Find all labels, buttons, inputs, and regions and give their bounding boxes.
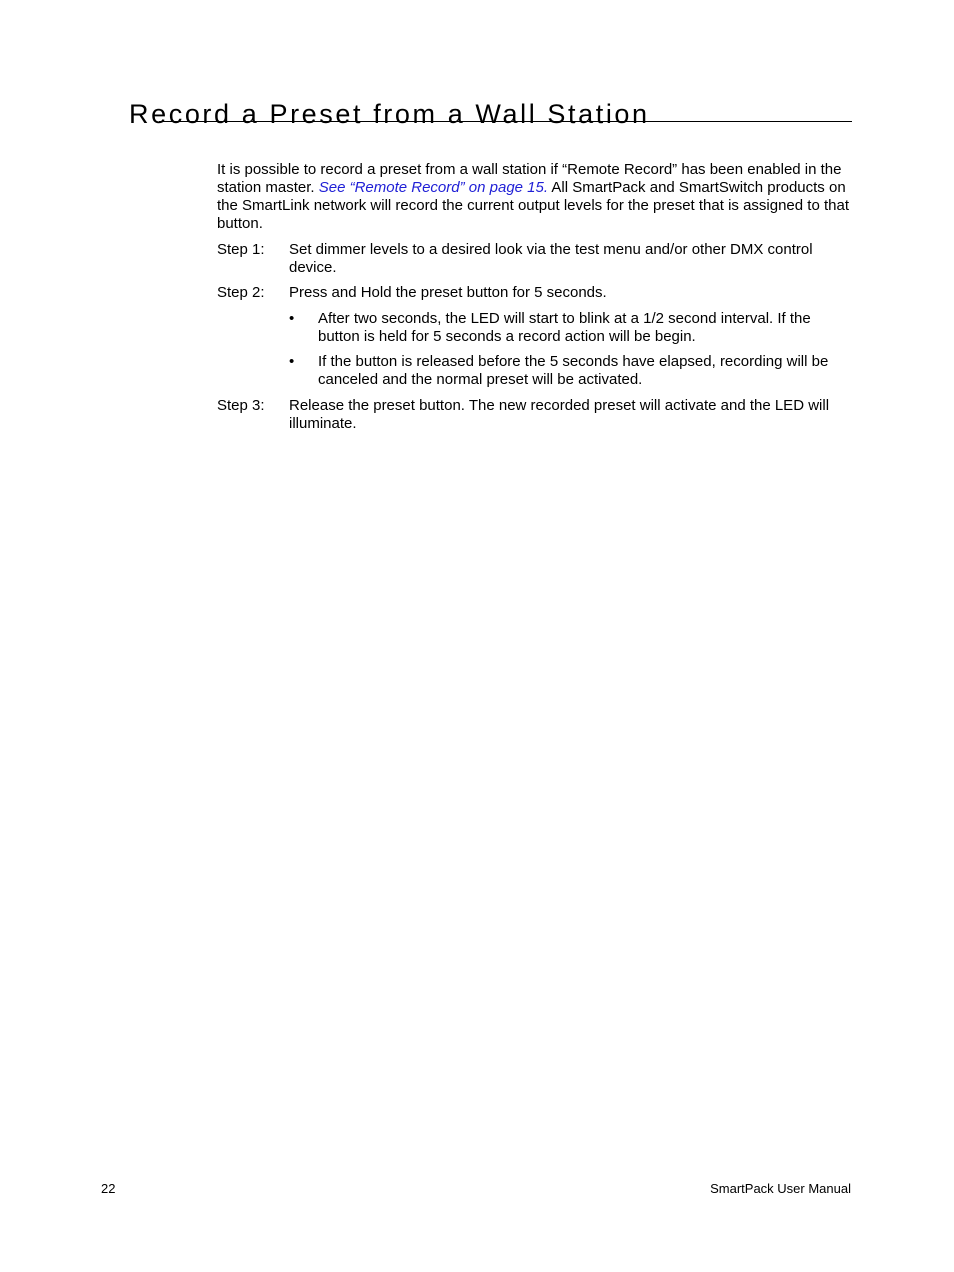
step-label: Step 1: — [217, 241, 265, 258]
step-text: Release the preset button. The new recorded preset will activate and the LED will illuminate. — [289, 397, 830, 432]
manual-title: SmartPack User Manual — [710, 1181, 851, 1196]
remote-record-link[interactable]: See “Remote Record” on page 15. — [318, 179, 549, 196]
step-label: Step 3: — [217, 397, 265, 414]
intro-paragraph — [217, 161, 857, 233]
bullet-icon: • — [289, 353, 295, 370]
intro-text-after: All SmartPack and SmartSwitch products on the SmartLink network will record the current output levels for the preset that is assigned to that button. — [217, 179, 849, 232]
step-text: Press and Hold the preset button for 5 seconds. — [289, 284, 607, 301]
title-rule — [159, 121, 852, 122]
bullet-icon: • — [289, 310, 295, 327]
step-label: Step 2: — [217, 284, 265, 301]
page-number: 22 — [101, 1181, 116, 1196]
step-text: Set dimmer levels to a desired look via the test menu and/or other DMX control device. — [289, 241, 813, 276]
bullet-text: After two seconds, the LED will start to blink at a 1/2 second interval. If the button is held for 5 seconds a record action will be begin. — [318, 310, 811, 345]
section-title: Record a Preset from a Wall Station — [129, 99, 650, 130]
bullet-text: If the button is released before the 5 seconds have elapsed, recording will be canceled and the normal preset will be activated. — [318, 353, 829, 388]
intro-text-before: It is possible to record a preset from a wall station if “Remote Record” has been enabled in the station master. — [217, 161, 842, 196]
